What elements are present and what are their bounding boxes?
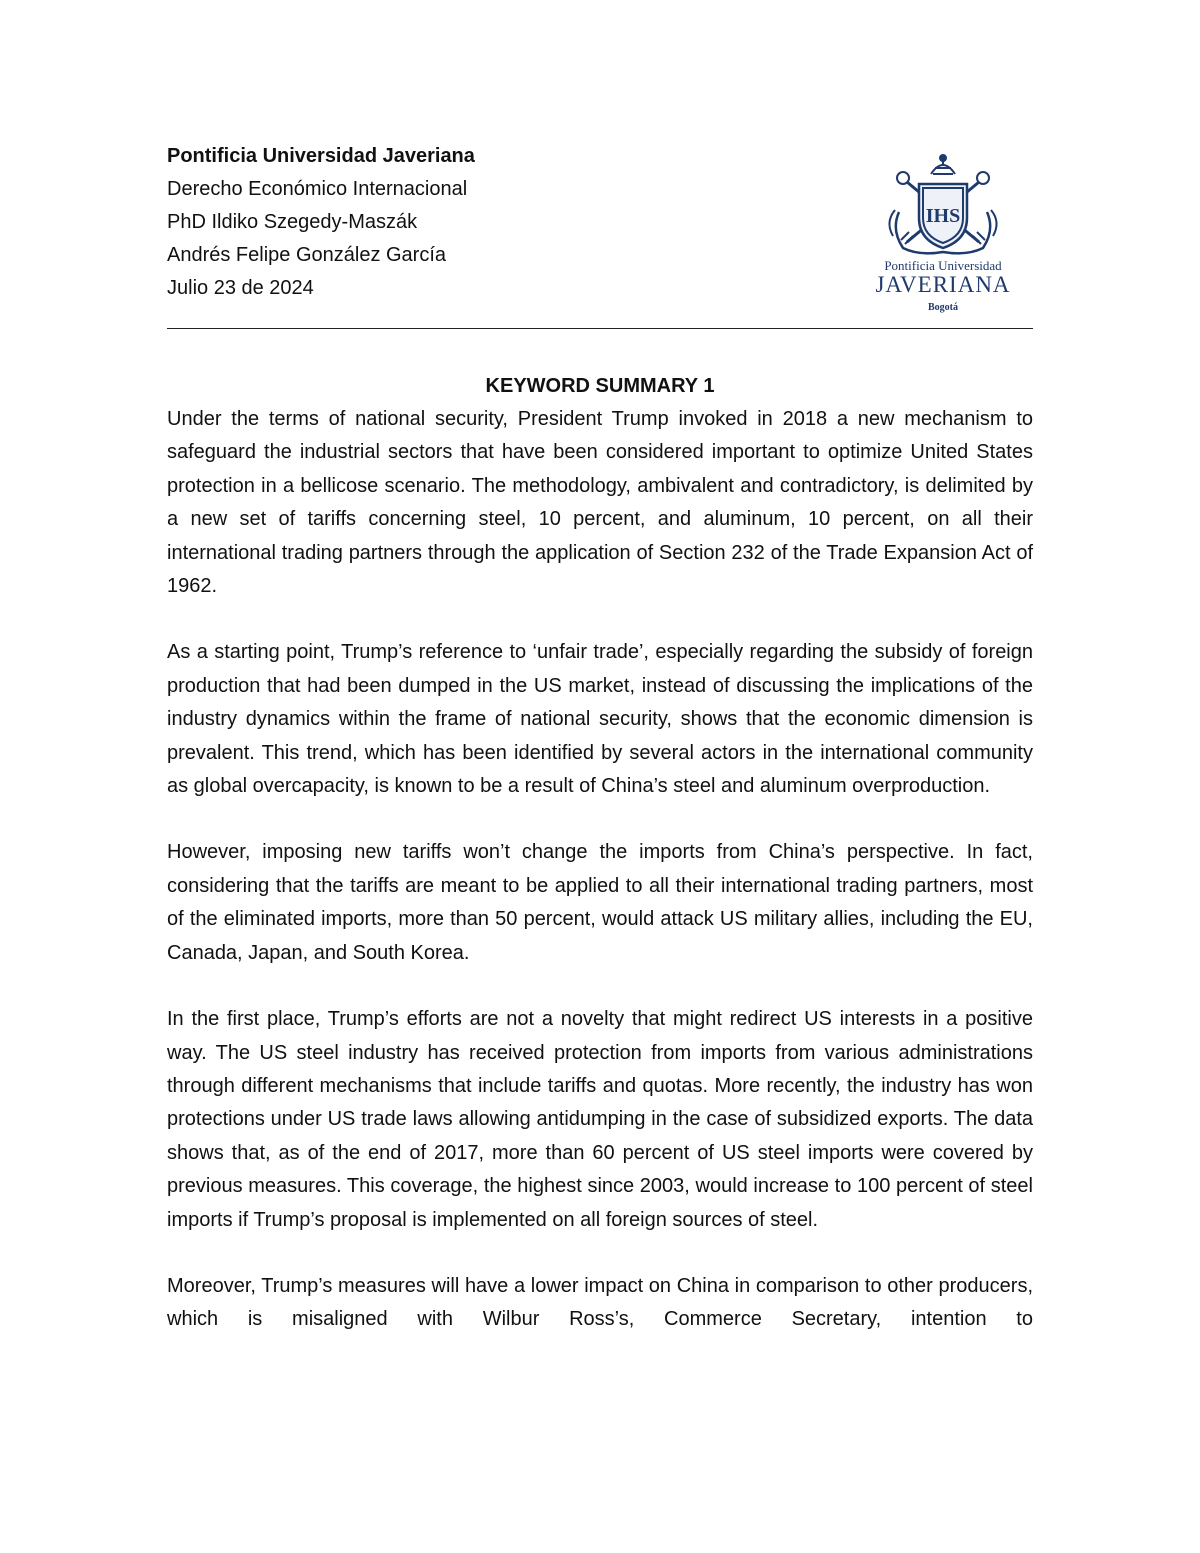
- paragraph-3: However, imposing new tariffs won’t change the imports from China’s perspective. In fact, considering that the tariffs are meant to be applied to all their international trading partners, most of the eliminated imports, more than 50 percent, would attack US military allies, including the EU, Canada, Japan, and South Korea.: [167, 841, 1033, 964]
- header-divider: [167, 328, 1033, 329]
- header-info: [167, 140, 475, 305]
- university-crest-icon: [873, 152, 1013, 260]
- crest-monogram: IHS: [925, 205, 961, 227]
- logo-line-bogota: Bogotá: [928, 302, 958, 313]
- paragraph-5: Moreover, Trump’s measures will have a lower impact on China in comparison to other producers, which is misaligned with Wilbur Ross’s, Commerce Secretary, intention to: [167, 1274, 1033, 1331]
- paragraph-2: As a starting point, Trump’s reference to ‘unfair trade’, especially regarding the subsidy of foreign production that had been dumped in the US market, instead of discussing the implications of the industry dynamics within the frame of national security, shows that the economic dimension is prevalent. This trend, which has been identified by several actors in the international community as global overcapacity, is known to be a result of China’s steel and aluminum overproduction.: [167, 641, 1033, 798]
- institution-name: Pontificia Universidad Javeriana: [167, 145, 475, 167]
- paragraph-1: Under the terms of national security, President Trump invoked in 2018 a new mechanism to safeguard the industrial sectors that have been considered important to optimize United States protection in a bellicose scenario. The methodology, ambivalent and contradictory, is delimited by a new set of tariffs concerning steel, 10 percent, and aluminum, 10 percent, on all their international trading partners through the application of Section 232 of the Trade Expansion Act of 1962.: [167, 408, 1033, 598]
- document-body: [167, 370, 1033, 1337]
- university-logo: [873, 152, 1013, 320]
- paragraph-4: In the first place, Trump’s efforts are not a novelty that might redirect US interests in a positive way. The US steel industry has received protection from imports from various administrations through different mechanisms that include tariffs and quotas. More recently, the industry has won protections under US trade laws allowing antidumping in the case of subsidized exports. The data shows that, as of the end of 2017, more than 60 percent of US steel imports were covered by previous measures. This coverage, the highest since 2003, would increase to 100 percent of steel imports if Trump’s proposal is implemented on all foreign sources of steel.: [167, 1008, 1033, 1231]
- logo-line-javeriana: JAVERIANA: [875, 272, 1011, 297]
- course-name: Derecho Económico Internacional: [167, 178, 468, 200]
- professor-name: PhD Ildiko Szegedy-Maszák: [167, 211, 418, 233]
- logo-line-pontificia: Pontificia Universidad: [884, 258, 1002, 273]
- document-title: KEYWORD SUMMARY 1: [485, 375, 715, 397]
- student-name: Andrés Felipe González García: [167, 244, 447, 266]
- document-date: Julio 23 de 2024: [167, 277, 314, 299]
